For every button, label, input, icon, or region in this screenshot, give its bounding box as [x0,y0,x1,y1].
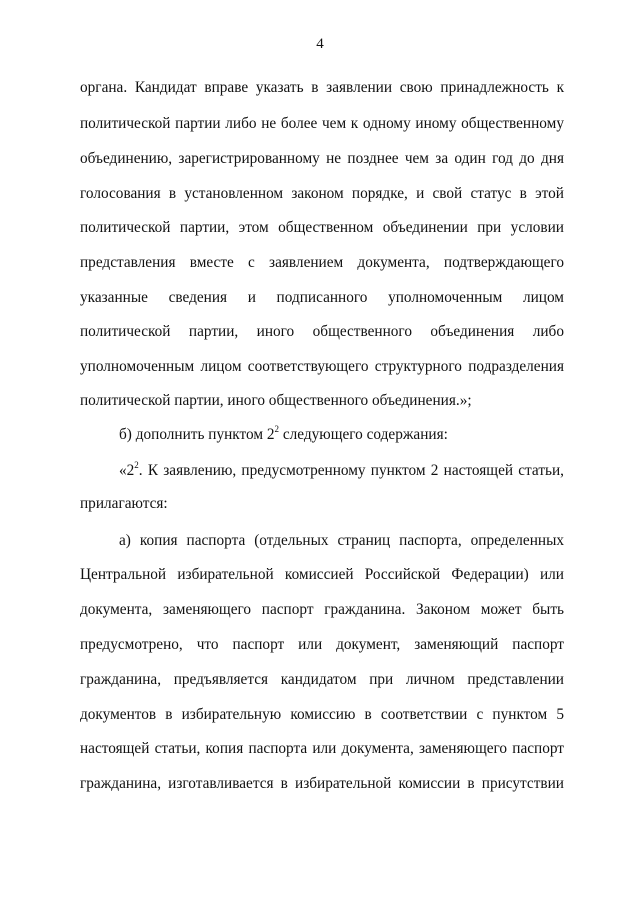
amendment-tail: следующего содержания: [279,426,448,443]
text-line: предусмотрено, что паспорт или документ, заменяющий паспорт [80,636,564,653]
text-line: уполномоченным лицом соответствующего структурного подразделения [80,358,564,375]
superscript: 2 [134,460,139,470]
text-line: прилагаются: [80,495,168,512]
text-line: гражданина, изготавливается в избирательной комиссии в присутствии [80,775,564,792]
text-line: настоящей статьи, копия паспорта или документа, заменяющего паспорт [80,740,564,757]
text-line: объединению, зарегистрированному не позднее чем за один год до дня [80,150,564,167]
text-line: политической партии либо не более чем к одному иному общественному [80,115,564,132]
text-line: политической партии, иного общественного объединения.»; [80,392,472,409]
text-line: представления вместе с заявлением документа, подтверждающего [80,254,564,271]
text-line: политической партии, иного общественного объединения либо [80,323,564,340]
clause-start-line [119,461,564,481]
text-line: документа, заменяющего паспорт гражданина. Законом может быть [80,601,564,618]
text-line: указанные сведения и подписанного уполномоченным лицом [80,289,564,306]
text-line: а) копия паспорта (отдельных страниц паспорта, определенных [119,532,564,549]
text-line: голосования в установленном законом порядке, и свой статус в этой [80,185,564,202]
text-line: Центральной избирательной комиссией Российской Федерации) или [80,566,564,583]
text-line: политической партии, этом общественном объединении при условии [80,219,564,236]
clause-prefix: «2 [119,462,135,479]
text-line: гражданина, предъявляется кандидатом при личном представлении [80,671,564,688]
text-line: органа. Кандидат вправе указать в заявлении свою принадлежность к [80,79,564,96]
clause-rest: . К заявлению, предусмотренному пунктом 2 настоящей статьи, [138,462,564,479]
text-line: документов в избирательную комиссию в соответствии с пунктом 5 [80,706,564,723]
amendment-line [119,425,564,445]
superscript: 2 [274,424,280,434]
page-number: 4 [316,36,324,52]
amendment-text: б) дополнить пунктом 2 [119,426,275,443]
